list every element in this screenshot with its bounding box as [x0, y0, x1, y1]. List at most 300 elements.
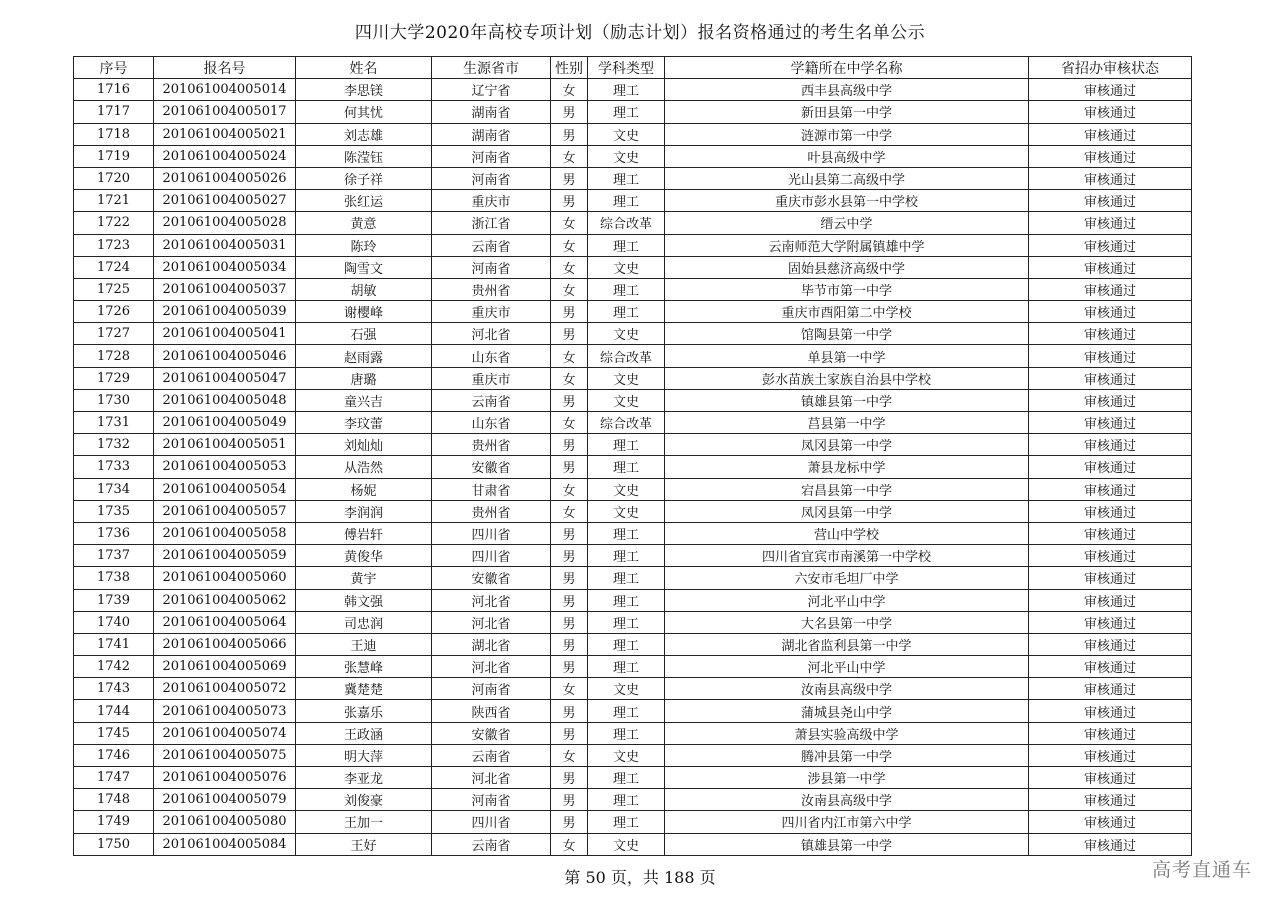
cell-index: 1734	[74, 478, 154, 500]
cell-index: 1747	[74, 767, 154, 789]
cell-province: 河北省	[432, 767, 551, 789]
cell-province: 四川省	[432, 522, 551, 544]
cell-gender: 男	[551, 167, 588, 189]
cell-subject-type: 文史	[588, 678, 665, 700]
cell-index: 1728	[74, 345, 154, 367]
cell-school: 凤冈县第一中学	[665, 500, 1029, 522]
cell-registration-number: 201061004005072	[154, 678, 296, 700]
cell-gender: 女	[551, 678, 588, 700]
cell-gender: 男	[551, 589, 588, 611]
header-subject-type: 学科类型	[588, 57, 665, 79]
cell-province: 贵州省	[432, 278, 551, 300]
cell-school: 西丰县高级中学	[665, 79, 1029, 101]
cell-registration-number: 201061004005027	[154, 190, 296, 212]
cell-registration-number: 201061004005053	[154, 456, 296, 478]
cell-school: 彭水苗族土家族自治县中学校	[665, 367, 1029, 389]
cell-name: 刘俊豪	[296, 789, 432, 811]
cell-province: 安徽省	[432, 456, 551, 478]
cell-index: 1743	[74, 678, 154, 700]
cell-province: 河北省	[432, 611, 551, 633]
cell-registration-number: 201061004005073	[154, 700, 296, 722]
cell-name: 陈滢钰	[296, 145, 432, 167]
cell-index: 1723	[74, 234, 154, 256]
cell-review-status: 审核通过	[1029, 234, 1192, 256]
cell-subject-type: 理工	[588, 301, 665, 323]
cell-subject-type: 文史	[588, 478, 665, 500]
cell-name: 李润润	[296, 500, 432, 522]
cell-school: 凤冈县第一中学	[665, 434, 1029, 456]
cell-name: 李亚龙	[296, 767, 432, 789]
cell-school: 汝南县高级中学	[665, 789, 1029, 811]
cell-subject-type: 理工	[588, 789, 665, 811]
cell-school: 单县第一中学	[665, 345, 1029, 367]
cell-review-status: 审核通过	[1029, 145, 1192, 167]
table-row	[74, 434, 1192, 456]
cell-subject-type: 文史	[588, 123, 665, 145]
cell-school: 营山中学校	[665, 522, 1029, 544]
cell-name: 赵雨露	[296, 345, 432, 367]
cell-province: 重庆市	[432, 190, 551, 212]
cell-gender: 男	[551, 434, 588, 456]
cell-name: 冀楚楚	[296, 678, 432, 700]
cell-province: 湖北省	[432, 633, 551, 655]
cell-registration-number: 201061004005054	[154, 478, 296, 500]
cell-province: 河南省	[432, 167, 551, 189]
cell-name: 张慧峰	[296, 656, 432, 678]
cell-province: 陕西省	[432, 700, 551, 722]
cell-registration-number: 201061004005084	[154, 833, 296, 855]
cell-index: 1733	[74, 456, 154, 478]
cell-subject-type: 文史	[588, 145, 665, 167]
cell-name: 王政涵	[296, 722, 432, 744]
cell-subject-type: 理工	[588, 633, 665, 655]
table-row	[74, 567, 1192, 589]
cell-registration-number: 201061004005059	[154, 545, 296, 567]
cell-province: 云南省	[432, 744, 551, 766]
table-row	[74, 456, 1192, 478]
cell-province: 河北省	[432, 589, 551, 611]
cell-name: 张嘉乐	[296, 700, 432, 722]
cell-index: 1731	[74, 412, 154, 434]
cell-gender: 女	[551, 412, 588, 434]
cell-review-status: 审核通过	[1029, 301, 1192, 323]
cell-gender: 女	[551, 234, 588, 256]
cell-province: 河北省	[432, 323, 551, 345]
table-row	[74, 123, 1192, 145]
cell-school: 镇雄县第一中学	[665, 833, 1029, 855]
cell-gender: 女	[551, 212, 588, 234]
table-row	[74, 167, 1192, 189]
cell-name: 陈玲	[296, 234, 432, 256]
cell-name: 刘志雄	[296, 123, 432, 145]
cell-subject-type: 理工	[588, 722, 665, 744]
cell-index: 1745	[74, 722, 154, 744]
cell-gender: 男	[551, 101, 588, 123]
cell-review-status: 审核通过	[1029, 456, 1192, 478]
cell-index: 1726	[74, 301, 154, 323]
table-row	[74, 101, 1192, 123]
cell-review-status: 审核通过	[1029, 744, 1192, 766]
cell-province: 云南省	[432, 389, 551, 411]
cell-index: 1717	[74, 101, 154, 123]
cell-name: 黄意	[296, 212, 432, 234]
cell-subject-type: 理工	[588, 190, 665, 212]
cell-subject-type: 理工	[588, 611, 665, 633]
cell-index: 1748	[74, 789, 154, 811]
cell-index: 1730	[74, 389, 154, 411]
cell-name: 王迪	[296, 633, 432, 655]
cell-review-status: 审核通过	[1029, 589, 1192, 611]
cell-review-status: 审核通过	[1029, 345, 1192, 367]
cell-index: 1737	[74, 545, 154, 567]
table-row	[74, 412, 1192, 434]
cell-registration-number: 201061004005080	[154, 811, 296, 833]
cell-name: 王好	[296, 833, 432, 855]
cell-province: 浙江省	[432, 212, 551, 234]
cell-review-status: 审核通过	[1029, 700, 1192, 722]
table-row	[74, 611, 1192, 633]
cell-registration-number: 201061004005051	[154, 434, 296, 456]
table-row	[74, 389, 1192, 411]
cell-subject-type: 综合改革	[588, 412, 665, 434]
table-row	[74, 633, 1192, 655]
cell-gender: 男	[551, 190, 588, 212]
cell-registration-number: 201061004005041	[154, 323, 296, 345]
table-row	[74, 256, 1192, 278]
cell-review-status: 审核通过	[1029, 833, 1192, 855]
table-row	[74, 656, 1192, 678]
cell-gender: 女	[551, 256, 588, 278]
cell-subject-type: 理工	[588, 656, 665, 678]
table-row	[74, 700, 1192, 722]
cell-index: 1727	[74, 323, 154, 345]
cell-subject-type: 理工	[588, 234, 665, 256]
cell-gender: 女	[551, 345, 588, 367]
cell-index: 1744	[74, 700, 154, 722]
cell-index: 1721	[74, 190, 154, 212]
cell-province: 四川省	[432, 811, 551, 833]
cell-index: 1735	[74, 500, 154, 522]
cell-name: 李玟蕾	[296, 412, 432, 434]
cell-province: 河南省	[432, 145, 551, 167]
cell-registration-number: 201061004005037	[154, 278, 296, 300]
cell-subject-type: 综合改革	[588, 212, 665, 234]
cell-review-status: 审核通过	[1029, 789, 1192, 811]
header-index: 序号	[74, 57, 154, 79]
cell-index: 1741	[74, 633, 154, 655]
cell-review-status: 审核通过	[1029, 611, 1192, 633]
cell-index: 1719	[74, 145, 154, 167]
table-row	[74, 722, 1192, 744]
table-row	[74, 789, 1192, 811]
cell-province: 山东省	[432, 345, 551, 367]
cell-gender: 女	[551, 478, 588, 500]
cell-school: 毕节市第一中学	[665, 278, 1029, 300]
cell-subject-type: 理工	[588, 167, 665, 189]
cell-gender: 男	[551, 722, 588, 744]
table-row	[74, 522, 1192, 544]
cell-name: 明大萍	[296, 744, 432, 766]
cell-index: 1718	[74, 123, 154, 145]
cell-registration-number: 201061004005048	[154, 389, 296, 411]
cell-name: 陶雪文	[296, 256, 432, 278]
header-province: 生源省市	[432, 57, 551, 79]
cell-gender: 男	[551, 767, 588, 789]
cell-index: 1746	[74, 744, 154, 766]
cell-review-status: 审核通过	[1029, 522, 1192, 544]
cell-subject-type: 文史	[588, 389, 665, 411]
table-row	[74, 145, 1192, 167]
cell-school: 四川省内江市第六中学	[665, 811, 1029, 833]
cell-review-status: 审核通过	[1029, 767, 1192, 789]
cell-registration-number: 201061004005047	[154, 367, 296, 389]
cell-gender: 女	[551, 367, 588, 389]
cell-name: 傅岩轩	[296, 522, 432, 544]
cell-name: 唐璐	[296, 367, 432, 389]
cell-name: 杨妮	[296, 478, 432, 500]
cell-name: 黄宇	[296, 567, 432, 589]
cell-registration-number: 201061004005034	[154, 256, 296, 278]
cell-name: 刘灿灿	[296, 434, 432, 456]
cell-subject-type: 文史	[588, 323, 665, 345]
cell-registration-number: 201061004005049	[154, 412, 296, 434]
cell-school: 萧县龙标中学	[665, 456, 1029, 478]
cell-subject-type: 理工	[588, 700, 665, 722]
cell-subject-type: 理工	[588, 79, 665, 101]
cell-province: 河南省	[432, 678, 551, 700]
cell-index: 1742	[74, 656, 154, 678]
cell-registration-number: 201061004005046	[154, 345, 296, 367]
cell-review-status: 审核通过	[1029, 567, 1192, 589]
cell-school: 蒲城县尧山中学	[665, 700, 1029, 722]
cell-gender: 男	[551, 633, 588, 655]
cell-subject-type: 文史	[588, 367, 665, 389]
cell-province: 河南省	[432, 256, 551, 278]
cell-name: 童兴吉	[296, 389, 432, 411]
cell-registration-number: 201061004005079	[154, 789, 296, 811]
cell-registration-number: 201061004005017	[154, 101, 296, 123]
cell-subject-type: 理工	[588, 567, 665, 589]
cell-province: 甘肃省	[432, 478, 551, 500]
cell-registration-number: 201061004005058	[154, 522, 296, 544]
cell-subject-type: 理工	[588, 101, 665, 123]
page-title: 四川大学2020年高校专项计划（励志计划）报名资格通过的考生名单公示	[354, 23, 926, 43]
cell-subject-type: 文史	[588, 744, 665, 766]
cell-index: 1716	[74, 79, 154, 101]
cell-review-status: 审核通过	[1029, 367, 1192, 389]
cell-gender: 男	[551, 323, 588, 345]
cell-name: 何其忧	[296, 101, 432, 123]
cell-school: 缙云中学	[665, 212, 1029, 234]
cell-province: 辽宁省	[432, 79, 551, 101]
cell-review-status: 审核通过	[1029, 500, 1192, 522]
cell-province: 安徽省	[432, 567, 551, 589]
cell-gender: 男	[551, 123, 588, 145]
table-row	[74, 545, 1192, 567]
cell-gender: 女	[551, 278, 588, 300]
cell-review-status: 审核通过	[1029, 722, 1192, 744]
header-school: 学籍所在中学名称	[665, 57, 1029, 79]
cell-school: 重庆市酉阳第二中学校	[665, 301, 1029, 323]
cell-name: 司忠润	[296, 611, 432, 633]
cell-province: 重庆市	[432, 367, 551, 389]
cell-subject-type: 理工	[588, 767, 665, 789]
cell-gender: 女	[551, 145, 588, 167]
cell-school: 宕昌县第一中学	[665, 478, 1029, 500]
cell-province: 安徽省	[432, 722, 551, 744]
cell-review-status: 审核通过	[1029, 278, 1192, 300]
cell-index: 1729	[74, 367, 154, 389]
cell-registration-number: 201061004005039	[154, 301, 296, 323]
cell-school: 汝南县高级中学	[665, 678, 1029, 700]
table-row	[74, 767, 1192, 789]
cell-name: 从浩然	[296, 456, 432, 478]
table-row	[74, 811, 1192, 833]
cell-name: 谢樱峰	[296, 301, 432, 323]
cell-registration-number: 201061004005064	[154, 611, 296, 633]
cell-review-status: 审核通过	[1029, 212, 1192, 234]
cell-name: 徐子祥	[296, 167, 432, 189]
cell-registration-number: 201061004005062	[154, 589, 296, 611]
cell-gender: 男	[551, 301, 588, 323]
header-registration-number: 报名号	[154, 57, 296, 79]
cell-name: 张红运	[296, 190, 432, 212]
cell-province: 山东省	[432, 412, 551, 434]
page-number: 第 50 页，共 188 页	[564, 868, 716, 887]
cell-review-status: 审核通过	[1029, 412, 1192, 434]
cell-index: 1739	[74, 589, 154, 611]
cell-registration-number: 201061004005024	[154, 145, 296, 167]
table-row	[74, 833, 1192, 855]
cell-gender: 男	[551, 522, 588, 544]
cell-province: 四川省	[432, 545, 551, 567]
header-gender: 性别	[551, 57, 588, 79]
cell-review-status: 审核通过	[1029, 123, 1192, 145]
cell-subject-type: 理工	[588, 522, 665, 544]
cell-registration-number: 201061004005021	[154, 123, 296, 145]
cell-subject-type: 理工	[588, 545, 665, 567]
cell-name: 石强	[296, 323, 432, 345]
cell-gender: 女	[551, 744, 588, 766]
cell-index: 1732	[74, 434, 154, 456]
cell-school: 莒县第一中学	[665, 412, 1029, 434]
cell-gender: 男	[551, 567, 588, 589]
table-row	[74, 278, 1192, 300]
cell-school: 云南师范大学附属镇雄中学	[665, 234, 1029, 256]
table-row	[74, 301, 1192, 323]
table-row	[74, 478, 1192, 500]
cell-registration-number: 201061004005014	[154, 79, 296, 101]
cell-review-status: 审核通过	[1029, 811, 1192, 833]
cell-gender: 男	[551, 456, 588, 478]
watermark: 高考直通车	[1151, 859, 1252, 881]
table-row	[74, 212, 1192, 234]
cell-registration-number: 201061004005026	[154, 167, 296, 189]
cell-province: 湖南省	[432, 101, 551, 123]
cell-gender: 女	[551, 79, 588, 101]
cell-registration-number: 201061004005057	[154, 500, 296, 522]
table-row	[74, 678, 1192, 700]
cell-subject-type: 理工	[588, 456, 665, 478]
cell-school: 大名县第一中学	[665, 611, 1029, 633]
cell-review-status: 审核通过	[1029, 323, 1192, 345]
cell-name: 胡敏	[296, 278, 432, 300]
candidate-table	[73, 56, 1192, 856]
cell-gender: 男	[551, 700, 588, 722]
cell-registration-number: 201061004005060	[154, 567, 296, 589]
cell-school: 腾冲县第一中学	[665, 744, 1029, 766]
cell-subject-type: 文史	[588, 500, 665, 522]
cell-school: 馆陶县第一中学	[665, 323, 1029, 345]
cell-review-status: 审核通过	[1029, 656, 1192, 678]
cell-name: 韩文强	[296, 589, 432, 611]
cell-registration-number: 201061004005075	[154, 744, 296, 766]
cell-index: 1724	[74, 256, 154, 278]
cell-review-status: 审核通过	[1029, 478, 1192, 500]
cell-province: 河南省	[432, 789, 551, 811]
cell-index: 1740	[74, 611, 154, 633]
cell-province: 云南省	[432, 234, 551, 256]
cell-school: 镇雄县第一中学	[665, 389, 1029, 411]
cell-index: 1736	[74, 522, 154, 544]
cell-school: 萧县实验高级中学	[665, 722, 1029, 744]
cell-review-status: 审核通过	[1029, 434, 1192, 456]
cell-school: 涉县第一中学	[665, 767, 1029, 789]
cell-school: 光山县第二高级中学	[665, 167, 1029, 189]
cell-school: 湖北省监利县第一中学	[665, 633, 1029, 655]
cell-school: 重庆市彭水县第一中学校	[665, 190, 1029, 212]
cell-school: 新田县第一中学	[665, 101, 1029, 123]
cell-subject-type: 理工	[588, 589, 665, 611]
cell-name: 黄俊华	[296, 545, 432, 567]
cell-school: 叶县高级中学	[665, 145, 1029, 167]
cell-gender: 男	[551, 545, 588, 567]
cell-registration-number: 201061004005031	[154, 234, 296, 256]
cell-gender: 男	[551, 656, 588, 678]
cell-province: 湖南省	[432, 123, 551, 145]
table-row	[74, 79, 1192, 101]
cell-review-status: 审核通过	[1029, 190, 1192, 212]
table-row	[74, 744, 1192, 766]
cell-review-status: 审核通过	[1029, 79, 1192, 101]
cell-subject-type: 文史	[588, 833, 665, 855]
cell-school: 四川省宜宾市南溪第一中学校	[665, 545, 1029, 567]
cell-province: 重庆市	[432, 301, 551, 323]
header-name: 姓名	[296, 57, 432, 79]
cell-subject-type: 理工	[588, 278, 665, 300]
cell-review-status: 审核通过	[1029, 389, 1192, 411]
cell-subject-type: 理工	[588, 811, 665, 833]
cell-index: 1720	[74, 167, 154, 189]
table-row	[74, 367, 1192, 389]
cell-index: 1725	[74, 278, 154, 300]
cell-registration-number: 201061004005028	[154, 212, 296, 234]
cell-review-status: 审核通过	[1029, 256, 1192, 278]
cell-review-status: 审核通过	[1029, 167, 1192, 189]
cell-school: 涟源市第一中学	[665, 123, 1029, 145]
cell-subject-type: 理工	[588, 434, 665, 456]
cell-gender: 女	[551, 833, 588, 855]
cell-name: 李思镁	[296, 79, 432, 101]
table-header-row	[74, 57, 1192, 79]
table-row	[74, 190, 1192, 212]
table-row	[74, 345, 1192, 367]
cell-review-status: 审核通过	[1029, 545, 1192, 567]
cell-registration-number: 201061004005066	[154, 633, 296, 655]
cell-province: 河北省	[432, 656, 551, 678]
cell-subject-type: 文史	[588, 256, 665, 278]
cell-gender: 男	[551, 811, 588, 833]
